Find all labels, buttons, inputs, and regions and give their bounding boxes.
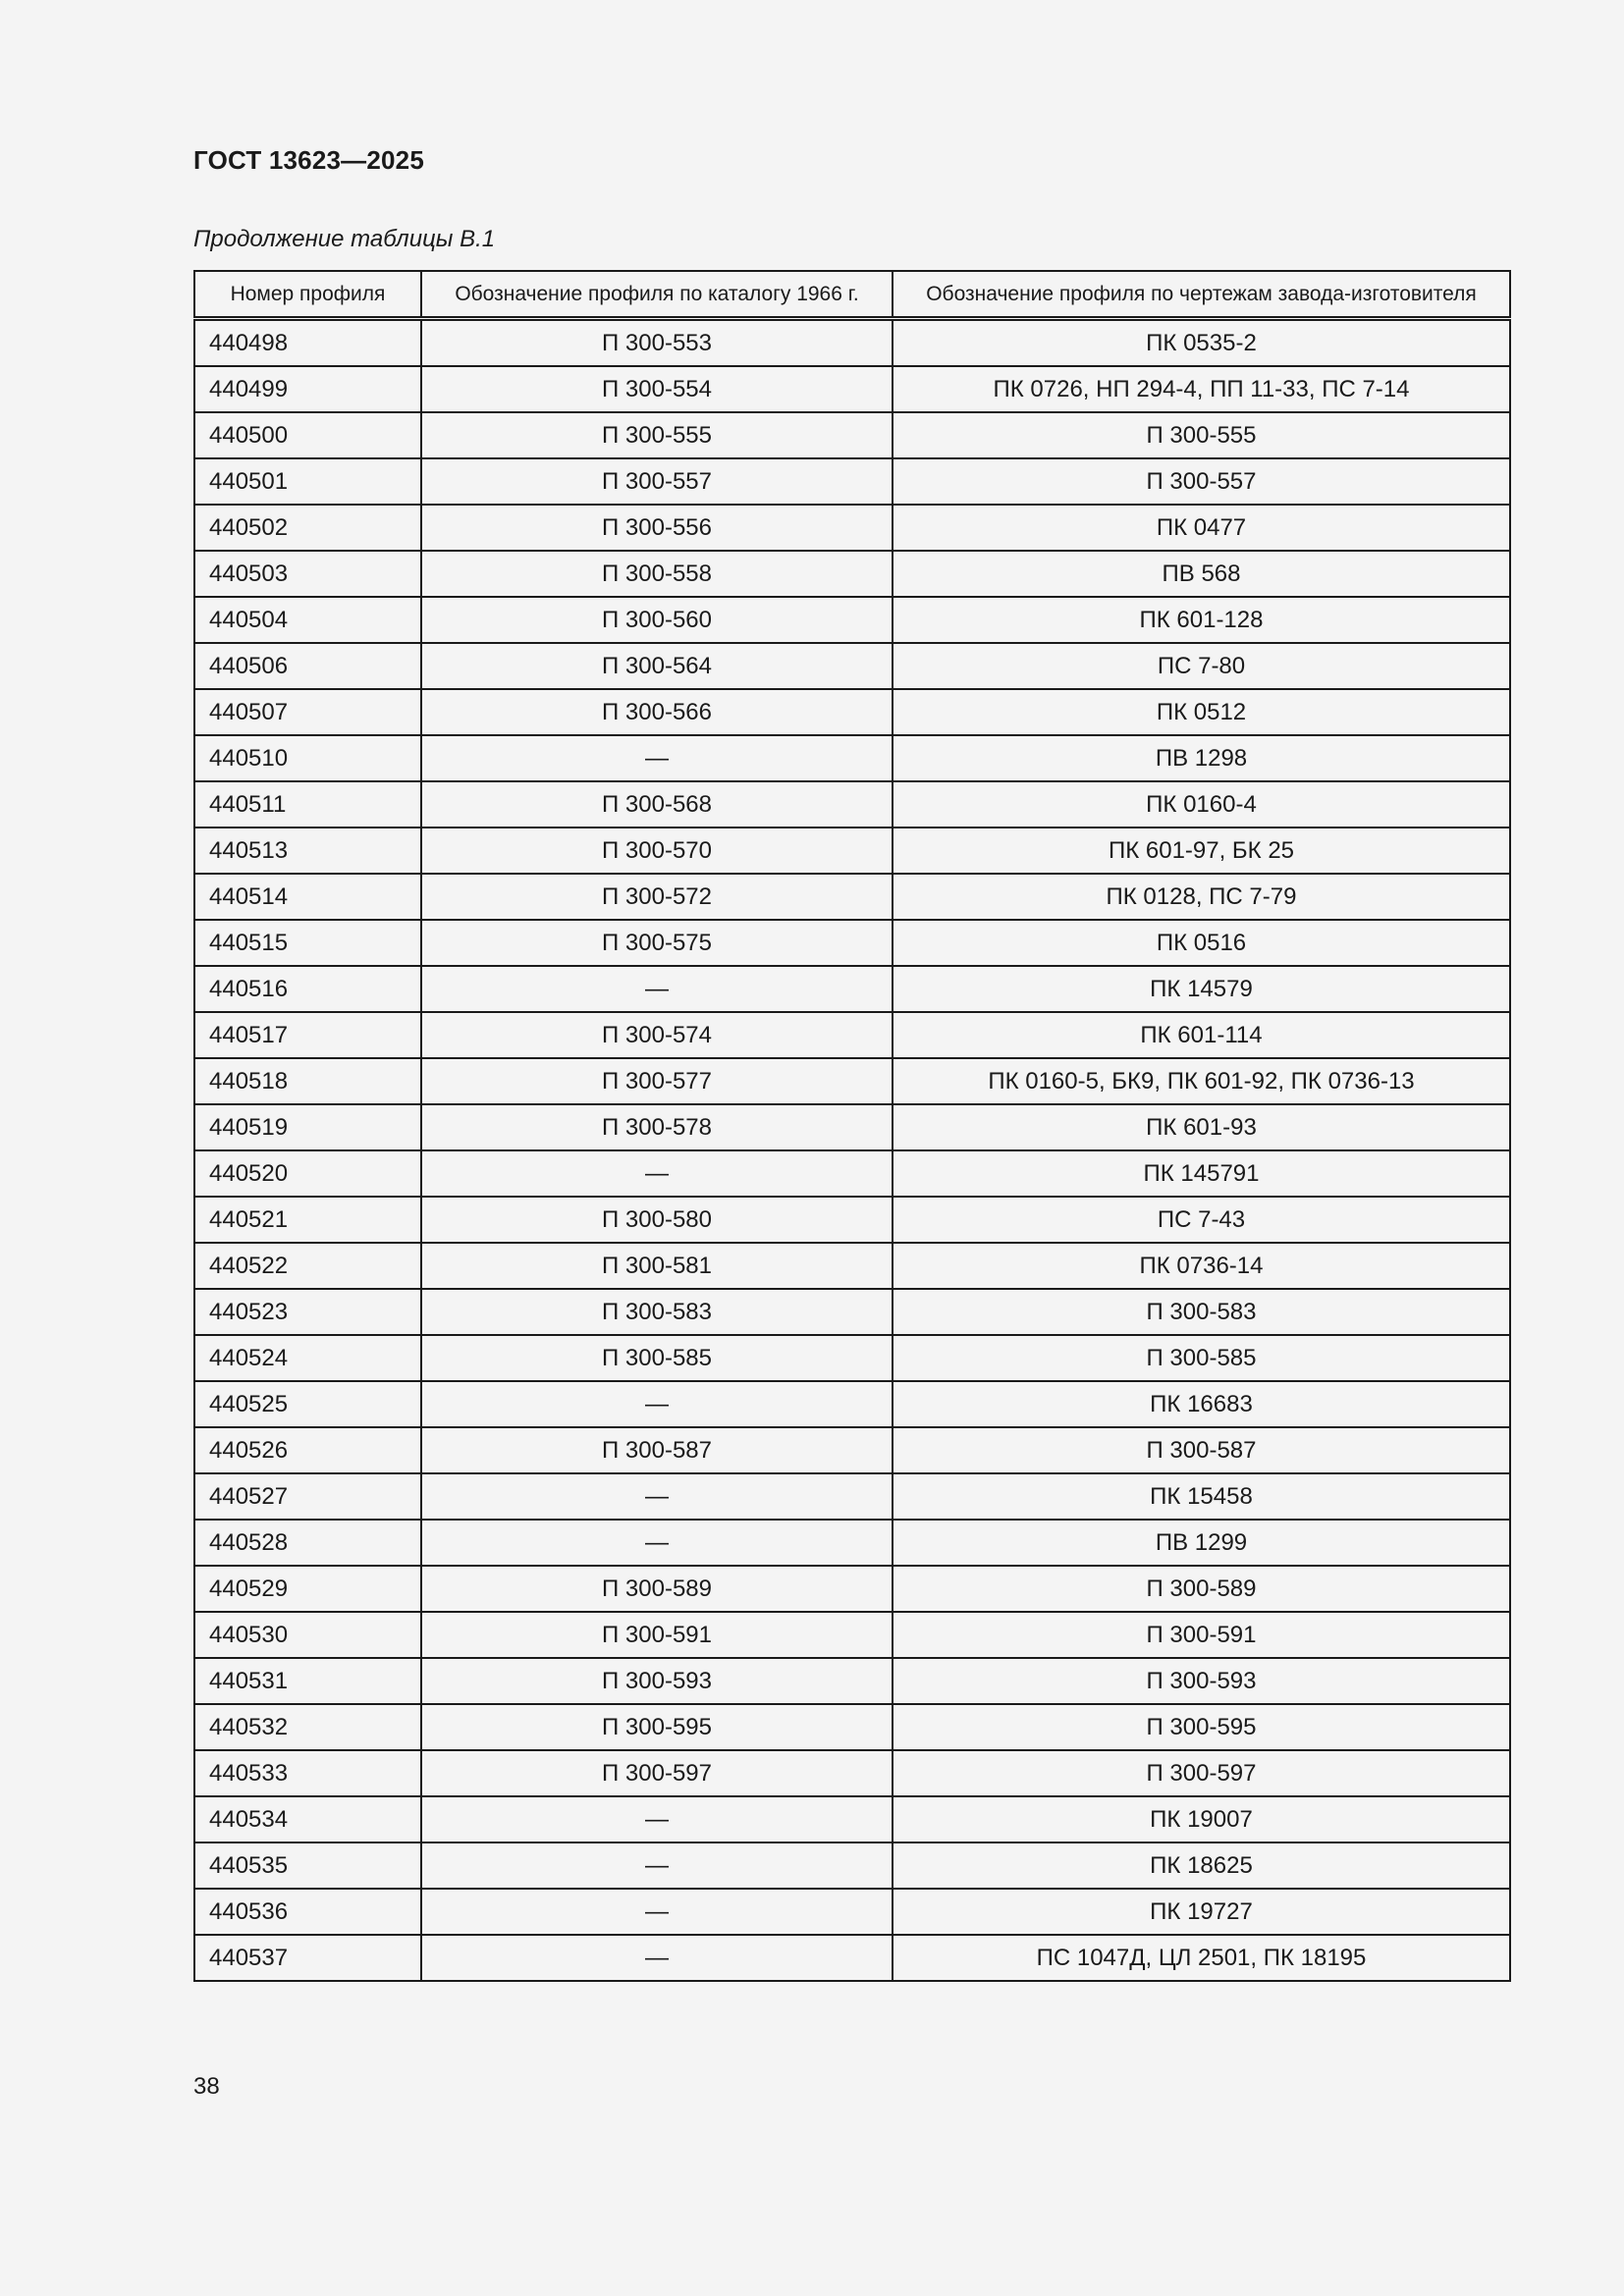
drawing-designation-cell: ПК 0477 [893, 505, 1510, 551]
drawing-designation-cell: ПК 0726, НП 294-4, ПП 11-33, ПС 7-14 [893, 366, 1510, 412]
profile-number-cell: 440507 [194, 689, 421, 735]
catalog-designation-cell: П 300-566 [421, 689, 893, 735]
profile-number-cell: 440513 [194, 828, 421, 874]
catalog-designation-cell: П 300-557 [421, 458, 893, 505]
drawing-designation-cell: ПК 0516 [893, 920, 1510, 966]
drawing-designation-cell: П 300-557 [893, 458, 1510, 505]
catalog-designation-cell: П 300-572 [421, 874, 893, 920]
table-header [194, 271, 1510, 319]
catalog-designation-cell: П 300-583 [421, 1289, 893, 1335]
catalog-designation-cell: — [421, 1473, 893, 1520]
catalog-designation-cell: П 300-578 [421, 1104, 893, 1150]
table-row [194, 828, 1510, 874]
column-header-manufacturer-drawings: Обозначение профиля по чертежам завода-изготовителя [893, 271, 1510, 319]
profiles-table [193, 270, 1511, 1982]
drawing-designation-cell: ПК 601-93 [893, 1104, 1510, 1150]
table-row [194, 1473, 1510, 1520]
catalog-designation-cell: — [421, 1520, 893, 1566]
profile-number-cell: 440528 [194, 1520, 421, 1566]
profile-number-cell: 440527 [194, 1473, 421, 1520]
table-row [194, 1842, 1510, 1889]
profile-number-cell: 440502 [194, 505, 421, 551]
profile-number-cell: 440526 [194, 1427, 421, 1473]
table-row [194, 1566, 1510, 1612]
table-body [194, 319, 1510, 1982]
catalog-designation-cell: — [421, 1889, 893, 1935]
table-row [194, 1796, 1510, 1842]
catalog-designation-cell: — [421, 735, 893, 781]
profile-number-cell: 440521 [194, 1197, 421, 1243]
drawing-designation-cell: ПС 7-80 [893, 643, 1510, 689]
catalog-designation-cell: П 300-558 [421, 551, 893, 597]
profile-number-cell: 440499 [194, 366, 421, 412]
drawing-designation-cell: ПК 0160-4 [893, 781, 1510, 828]
profile-number-cell: 440536 [194, 1889, 421, 1935]
catalog-designation-cell: — [421, 1935, 893, 1981]
catalog-designation-cell: П 300-575 [421, 920, 893, 966]
profile-number-cell: 440530 [194, 1612, 421, 1658]
profile-number-cell: 440501 [194, 458, 421, 505]
header-row [194, 271, 1510, 319]
drawing-designation-cell: П 300-555 [893, 412, 1510, 458]
table-row [194, 597, 1510, 643]
profile-number-cell: 440510 [194, 735, 421, 781]
profile-number-cell: 440515 [194, 920, 421, 966]
drawing-designation-cell: ПК 601-97, БК 25 [893, 828, 1510, 874]
drawing-designation-cell: ПК 0512 [893, 689, 1510, 735]
table-row [194, 1612, 1510, 1658]
profile-number-cell: 440498 [194, 319, 421, 367]
table-row [194, 551, 1510, 597]
table-row [194, 781, 1510, 828]
drawing-designation-cell: П 300-591 [893, 1612, 1510, 1658]
catalog-designation-cell: П 300-560 [421, 597, 893, 643]
profile-number-cell: 440533 [194, 1750, 421, 1796]
table-row [194, 1750, 1510, 1796]
profile-number-cell: 440504 [194, 597, 421, 643]
drawing-designation-cell: ПК 0160-5, БК9, ПК 601-92, ПК 0736-13 [893, 1058, 1510, 1104]
drawing-designation-cell: ПК 0736-14 [893, 1243, 1510, 1289]
drawing-designation-cell: ПВ 1299 [893, 1520, 1510, 1566]
drawing-designation-cell: ПВ 568 [893, 551, 1510, 597]
drawing-designation-cell: ПК 0535-2 [893, 319, 1510, 367]
document-title: ГОСТ 13623—2025 [193, 145, 424, 175]
catalog-designation-cell: — [421, 1796, 893, 1842]
profile-number-cell: 440511 [194, 781, 421, 828]
catalog-designation-cell: П 300-593 [421, 1658, 893, 1704]
profile-number-cell: 440518 [194, 1058, 421, 1104]
drawing-designation-cell: П 300-597 [893, 1750, 1510, 1796]
catalog-designation-cell: П 300-577 [421, 1058, 893, 1104]
catalog-designation-cell: П 300-555 [421, 412, 893, 458]
profile-number-cell: 440517 [194, 1012, 421, 1058]
table-row [194, 1381, 1510, 1427]
drawing-designation-cell: ПК 0128, ПС 7-79 [893, 874, 1510, 920]
table-row [194, 1335, 1510, 1381]
table-row [194, 1058, 1510, 1104]
profile-number-cell: 440522 [194, 1243, 421, 1289]
profile-number-cell: 440525 [194, 1381, 421, 1427]
table-row [194, 1104, 1510, 1150]
profile-number-cell: 440500 [194, 412, 421, 458]
drawing-designation-cell: ПС 7-43 [893, 1197, 1510, 1243]
drawing-designation-cell: ПК 16683 [893, 1381, 1510, 1427]
drawing-designation-cell: ПК 601-128 [893, 597, 1510, 643]
table-row [194, 689, 1510, 735]
profile-number-cell: 440535 [194, 1842, 421, 1889]
drawing-designation-cell: ПК 145791 [893, 1150, 1510, 1197]
drawing-designation-cell: ПК 18625 [893, 1842, 1510, 1889]
table-row [194, 1197, 1510, 1243]
table-row [194, 319, 1510, 367]
profile-number-cell: 440506 [194, 643, 421, 689]
table-row [194, 966, 1510, 1012]
catalog-designation-cell: — [421, 1381, 893, 1427]
profile-number-cell: 440523 [194, 1289, 421, 1335]
catalog-designation-cell: П 300-564 [421, 643, 893, 689]
drawing-designation-cell: П 300-585 [893, 1335, 1510, 1381]
table-row [194, 643, 1510, 689]
table-row [194, 1012, 1510, 1058]
table-row [194, 458, 1510, 505]
profile-number-cell: 440516 [194, 966, 421, 1012]
profile-number-cell: 440534 [194, 1796, 421, 1842]
table-caption: Продолжение таблицы В.1 [193, 226, 496, 252]
drawing-designation-cell: ПК 14579 [893, 966, 1510, 1012]
table-row [194, 920, 1510, 966]
catalog-designation-cell: П 300-570 [421, 828, 893, 874]
table-row [194, 1427, 1510, 1473]
catalog-designation-cell: П 300-595 [421, 1704, 893, 1750]
profile-number-cell: 440529 [194, 1566, 421, 1612]
table-row [194, 1658, 1510, 1704]
profile-number-cell: 440524 [194, 1335, 421, 1381]
drawing-designation-cell: П 300-595 [893, 1704, 1510, 1750]
catalog-designation-cell: П 300-597 [421, 1750, 893, 1796]
table-row [194, 874, 1510, 920]
catalog-designation-cell: П 300-554 [421, 366, 893, 412]
table-row [194, 1150, 1510, 1197]
drawing-designation-cell: ПК 19727 [893, 1889, 1510, 1935]
drawing-designation-cell: ПК 15458 [893, 1473, 1510, 1520]
profile-number-cell: 440537 [194, 1935, 421, 1981]
catalog-designation-cell: П 300-581 [421, 1243, 893, 1289]
profile-number-cell: 440520 [194, 1150, 421, 1197]
profile-number-cell: 440531 [194, 1658, 421, 1704]
drawing-designation-cell: ПК 601-114 [893, 1012, 1510, 1058]
table-row [194, 366, 1510, 412]
drawing-designation-cell: П 300-583 [893, 1289, 1510, 1335]
catalog-designation-cell: П 300-587 [421, 1427, 893, 1473]
catalog-designation-cell: П 300-574 [421, 1012, 893, 1058]
table-row [194, 735, 1510, 781]
catalog-designation-cell: П 300-580 [421, 1197, 893, 1243]
drawing-designation-cell: ПС 1047Д, ЦЛ 2501, ПК 18195 [893, 1935, 1510, 1981]
profile-number-cell: 440519 [194, 1104, 421, 1150]
drawing-designation-cell: ПК 19007 [893, 1796, 1510, 1842]
profile-number-cell: 440532 [194, 1704, 421, 1750]
table-row [194, 1520, 1510, 1566]
table-row [194, 412, 1510, 458]
catalog-designation-cell: — [421, 966, 893, 1012]
drawing-designation-cell: П 300-587 [893, 1427, 1510, 1473]
column-header-profile-number: Номер профиля [194, 271, 421, 319]
catalog-designation-cell: П 300-568 [421, 781, 893, 828]
table-row [194, 1243, 1510, 1289]
drawing-designation-cell: П 300-589 [893, 1566, 1510, 1612]
table-row [194, 1889, 1510, 1935]
catalog-designation-cell: — [421, 1150, 893, 1197]
table-row [194, 1935, 1510, 1981]
page-number: 38 [193, 2073, 220, 2100]
catalog-designation-cell: П 300-556 [421, 505, 893, 551]
catalog-designation-cell: П 300-589 [421, 1566, 893, 1612]
catalog-designation-cell: П 300-591 [421, 1612, 893, 1658]
profile-number-cell: 440503 [194, 551, 421, 597]
table-row [194, 505, 1510, 551]
table-row [194, 1704, 1510, 1750]
drawing-designation-cell: ПВ 1298 [893, 735, 1510, 781]
catalog-designation-cell: П 300-553 [421, 319, 893, 367]
profile-number-cell: 440514 [194, 874, 421, 920]
catalog-designation-cell: П 300-585 [421, 1335, 893, 1381]
column-header-catalog-1966: Обозначение профиля по каталогу 1966 г. [421, 271, 893, 319]
table-row [194, 1289, 1510, 1335]
catalog-designation-cell: — [421, 1842, 893, 1889]
drawing-designation-cell: П 300-593 [893, 1658, 1510, 1704]
